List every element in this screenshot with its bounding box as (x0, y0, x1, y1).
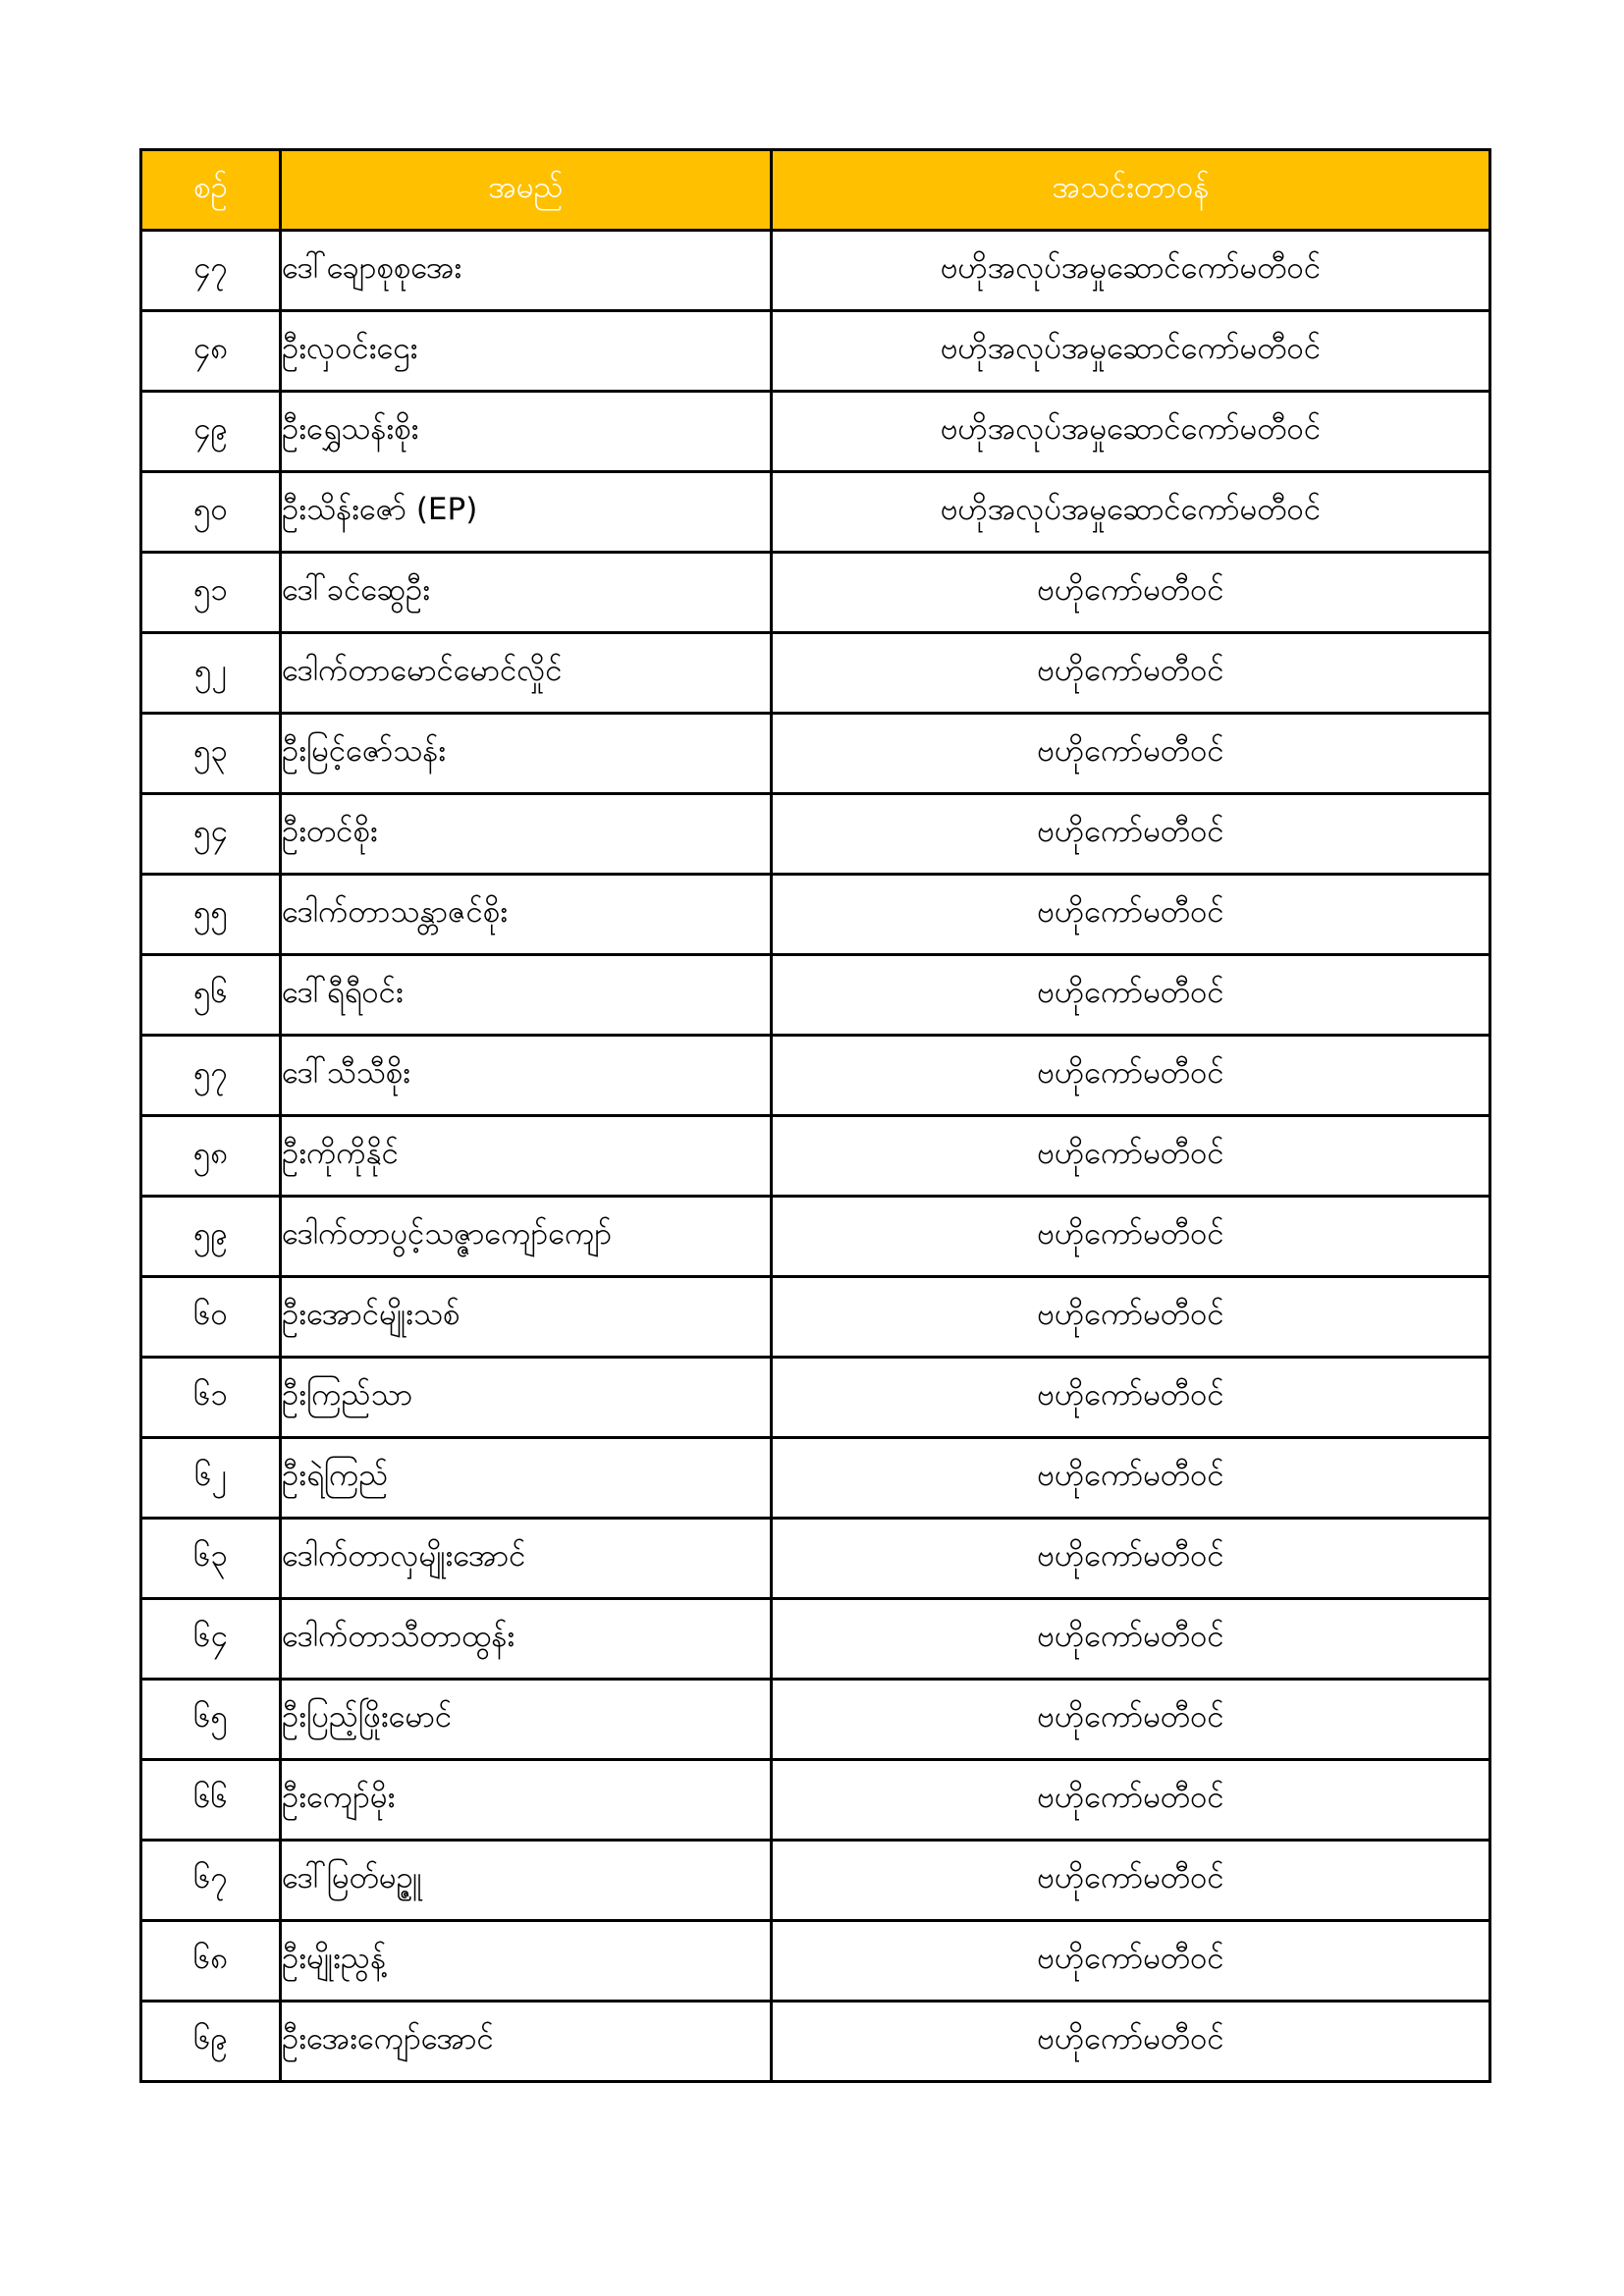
member-position: ဗဟိုကော်မတီဝင် (772, 1599, 1490, 1680)
member-position: ဗဟိုကော်မတီဝင် (772, 875, 1490, 955)
table-row (141, 875, 1490, 955)
member-name: ဦးမျိုးညွန့် (281, 1921, 772, 2002)
table-row (141, 1036, 1490, 1116)
table-row (141, 633, 1490, 714)
member-position: ဗဟိုကော်မတီဝင် (772, 1680, 1490, 1760)
row-number: ၅၈ (141, 1116, 281, 1197)
table-row (141, 1116, 1490, 1197)
row-number: ၅၄ (141, 794, 281, 875)
member-position: ဗဟိုကော်မတီဝင် (772, 1921, 1490, 2002)
member-position: ဗဟိုကော်မတီဝင် (772, 955, 1490, 1036)
member-name: ဦးမြင့်ဇော်သန်း (281, 714, 772, 794)
member-name: ဦးအေးကျော်အောင် (281, 2002, 772, 2082)
member-position: ဗဟိုကော်မတီဝင် (772, 1358, 1490, 1438)
row-number: ၆၂ (141, 1438, 281, 1519)
member-position: ဗဟိုကော်မတီဝင် (772, 553, 1490, 633)
table-row (141, 794, 1490, 875)
member-name: ဒေါက်တာမောင်မောင်လှိုင် (281, 633, 772, 714)
table-row (141, 1519, 1490, 1599)
member-position: ဗဟိုကော်မတီဝင် (772, 633, 1490, 714)
table-row (141, 1358, 1490, 1438)
member-position: ဗဟိုကော်မတီဝင် (772, 794, 1490, 875)
member-name: ဒေါ်ခင်ဆွေဦး (281, 553, 772, 633)
member-name: ဒေါ်မြတ်မဥ္ဇူ (281, 1841, 772, 1921)
member-name: ဦးရွှေသန်းစိုး (281, 392, 772, 472)
row-number: ၄၇ (141, 231, 281, 311)
member-position: ဗဟိုကော်မတီဝင် (772, 1760, 1490, 1841)
row-number: ၅၅ (141, 875, 281, 955)
table-row (141, 1921, 1490, 2002)
member-name: ဦးရဲကြည် (281, 1438, 772, 1519)
header-name: အမည် (281, 150, 772, 231)
member-table (139, 148, 1491, 2083)
member-position: ဗဟိုအလုပ်အမှုဆောင်ကော်မတီဝင် (772, 472, 1490, 553)
table-row (141, 231, 1490, 311)
member-name: ဒေါက်တာပွင့်သဇ္ဇာကျော်ကျော် (281, 1197, 772, 1277)
table-row (141, 714, 1490, 794)
member-position: ဗဟိုအလုပ်အမှုဆောင်ကော်မတီဝင် (772, 392, 1490, 472)
member-name: ဒေါက်တာသီတာထွန်း (281, 1599, 772, 1680)
row-number: ၅၀ (141, 472, 281, 553)
table-row (141, 472, 1490, 553)
row-number: ၅၇ (141, 1036, 281, 1116)
member-position: ဗဟိုအလုပ်အမှုဆောင်ကော်မတီဝင် (772, 231, 1490, 311)
member-name: ဒေါ်သီသီစိုး (281, 1036, 772, 1116)
member-position: ဗဟိုကော်မတီဝင် (772, 1438, 1490, 1519)
row-number: ၅၂ (141, 633, 281, 714)
member-name: ဦးပြည့်ဖြိုးမောင် (281, 1680, 772, 1760)
member-name: ဦးကျော်မိုး (281, 1760, 772, 1841)
table-row (141, 1760, 1490, 1841)
member-name: ဒေါက်တာလှမျိုးအောင် (281, 1519, 772, 1599)
row-number: ၆၅ (141, 1680, 281, 1760)
header-position: အသင်းတာဝန် (772, 150, 1490, 231)
row-number: ၆၉ (141, 2002, 281, 2082)
member-position: ဗဟိုကော်မတီဝင် (772, 1519, 1490, 1599)
member-name: ဦးလှဝင်းဌေး (281, 311, 772, 392)
row-number: ၆၃ (141, 1519, 281, 1599)
member-name: ဦးကြည်သာ (281, 1358, 772, 1438)
row-number: ၅၁ (141, 553, 281, 633)
member-name: ဦးသိန်းဇော် (EP) (281, 472, 772, 553)
header-row (141, 150, 1490, 231)
member-name: ဦးကိုကိုနိုင် (281, 1116, 772, 1197)
member-position: ဗဟိုကော်မတီဝင် (772, 714, 1490, 794)
table-row (141, 392, 1490, 472)
member-name: ဒေါ်ချောစုစုအေး (281, 231, 772, 311)
row-number: ၄၈ (141, 311, 281, 392)
row-number: ၆၁ (141, 1358, 281, 1438)
member-position: ဗဟိုကော်မတီဝင် (772, 1197, 1490, 1277)
member-position: ဗဟိုကော်မတီဝင် (772, 1116, 1490, 1197)
table-row (141, 311, 1490, 392)
table-header (141, 150, 1490, 231)
member-name: ဒေါ်ရီရီဝင်း (281, 955, 772, 1036)
member-position: ဗဟိုကော်မတီဝင် (772, 1036, 1490, 1116)
table-row (141, 1438, 1490, 1519)
member-name: ဦးအောင်မျိုးသစ် (281, 1277, 772, 1358)
row-number: ၆၄ (141, 1599, 281, 1680)
row-number: ၅၃ (141, 714, 281, 794)
member-position: ဗဟိုကော်မတီဝင် (772, 1841, 1490, 1921)
row-number: ၆၀ (141, 1277, 281, 1358)
member-position: ဗဟိုကော်မတီဝင် (772, 1277, 1490, 1358)
row-number: ၆၆ (141, 1760, 281, 1841)
member-position: ဗဟိုအလုပ်အမှုဆောင်ကော်မတီဝင် (772, 311, 1490, 392)
row-number: ၅၆ (141, 955, 281, 1036)
member-position: ဗဟိုကော်မတီဝင် (772, 2002, 1490, 2082)
table-row (141, 1277, 1490, 1358)
table-row (141, 2002, 1490, 2082)
row-number: ၆၈ (141, 1921, 281, 2002)
table-row (141, 1680, 1490, 1760)
member-name: ဦးတင်စိုး (281, 794, 772, 875)
table-body (141, 231, 1490, 2082)
table-row (141, 553, 1490, 633)
row-number: ၅၉ (141, 1197, 281, 1277)
table-row (141, 1599, 1490, 1680)
header-no: စဉ် (141, 150, 281, 231)
table-row (141, 955, 1490, 1036)
table-row (141, 1197, 1490, 1277)
table-row (141, 1841, 1490, 1921)
row-number: ၄၉ (141, 392, 281, 472)
member-name: ဒေါက်တာသန္တာဇင်စိုး (281, 875, 772, 955)
row-number: ၆၇ (141, 1841, 281, 1921)
